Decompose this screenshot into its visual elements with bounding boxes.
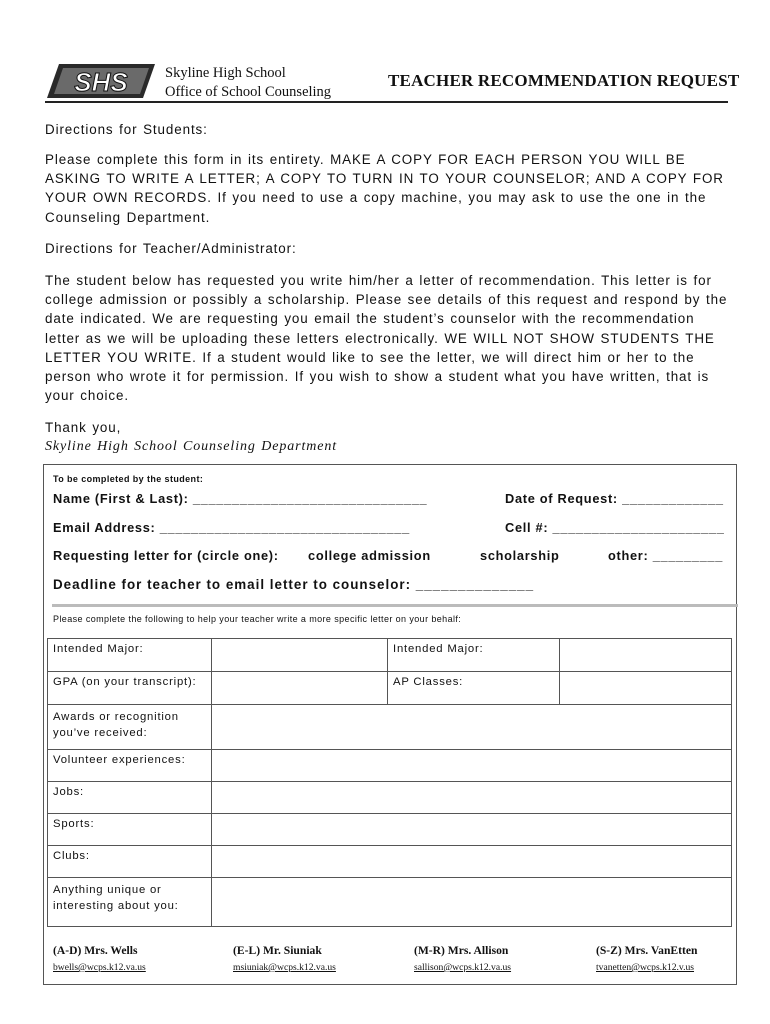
option-scholarship[interactable]: scholarship bbox=[480, 548, 560, 563]
ap-classes-label: AP Classes: bbox=[388, 672, 560, 705]
table-row bbox=[48, 639, 732, 672]
students-directions-heading: Directions for Students: bbox=[45, 122, 208, 137]
name-field[interactable]: Name (First & Last): ______________________________ bbox=[53, 491, 428, 506]
student-details-table bbox=[47, 638, 732, 927]
cell-field[interactable]: Cell #: ______________________ bbox=[505, 520, 725, 535]
jobs-input[interactable] bbox=[212, 782, 732, 814]
option-other[interactable]: other: _________ bbox=[608, 548, 724, 563]
jobs-label: Jobs: bbox=[48, 782, 212, 814]
school-logo bbox=[45, 62, 157, 100]
table-row bbox=[48, 846, 732, 878]
counselor-siuniak-name: (E-L) Mr. Siuniak bbox=[233, 944, 322, 957]
teacher-directions-heading: Directions for Teacher/Administrator: bbox=[45, 241, 297, 256]
volunteer-input[interactable] bbox=[212, 750, 732, 782]
volunteer-label: Volunteer experiences: bbox=[48, 750, 212, 782]
school-name: Skyline High School bbox=[165, 65, 286, 81]
unique-label: Anything unique or interesting about you: bbox=[48, 878, 212, 927]
table-row bbox=[48, 814, 732, 846]
table-row bbox=[48, 750, 732, 782]
counselor-siuniak-email-link[interactable]: msiuniak@wcps.k12.va.us bbox=[233, 962, 336, 973]
students-directions-body: Please complete this form in its entirety. MAKE A COPY FOR EACH PERSON YOU WILL BE ASKING TO WRITE A LETTER; A COPY TO TURN IN TO YOUR COUNSELOR; AND A COPY FOR YOUR OWN RECORDS. If you need to use a copy machine, you may ask to use the one in the Counseling Department. bbox=[45, 152, 724, 225]
closing-department: Skyline High School Counseling Department bbox=[45, 439, 338, 454]
counselor-wells-email-link[interactable]: bwells@wcps.k12.va.us bbox=[53, 962, 146, 973]
title-divider bbox=[45, 101, 728, 103]
school-heading bbox=[165, 64, 331, 102]
deadline-field[interactable]: Deadline for teacher to email letter to counselor: ______________ bbox=[53, 577, 535, 592]
sports-input[interactable] bbox=[212, 814, 732, 846]
table-row bbox=[48, 878, 732, 927]
date-of-request-field[interactable]: Date of Request: _____________ bbox=[505, 491, 724, 506]
option-college-admission[interactable]: college admission bbox=[308, 548, 431, 563]
table-row bbox=[48, 782, 732, 814]
intended-major-input[interactable] bbox=[212, 639, 388, 672]
unique-input[interactable] bbox=[212, 878, 732, 927]
gpa-input[interactable] bbox=[212, 672, 388, 705]
intended-major-2-input[interactable] bbox=[560, 639, 732, 672]
form-separator bbox=[52, 604, 738, 607]
helper-text: Please complete the following to help your teacher write a more specific letter on your behalf: bbox=[53, 614, 462, 624]
email-address-field[interactable]: Email Address: ________________________________ bbox=[53, 520, 410, 535]
counselor-allison-name: (M-R) Mrs. Allison bbox=[414, 944, 509, 957]
intended-major-2-label: Intended Major: bbox=[388, 639, 560, 672]
clubs-input[interactable] bbox=[212, 846, 732, 878]
counselor-wells-name: (A-D) Mrs. Wells bbox=[53, 944, 138, 957]
gpa-label: GPA (on your transcript): bbox=[48, 672, 212, 705]
ap-classes-input[interactable] bbox=[560, 672, 732, 705]
teacher-directions-body: The student below has requested you write him/her a letter of recommendation. This letter is for college admission or possibly a scholarship. Please see details of this request and respond by the date indicated. We are requesting you email the student’s counselor with the recommendation letter as we will be uploading these letters electronically. WE WILL NOT SHOW STUDENTS THE LETTER YOU WRITE. If a student would like to see the letter, we will direct him or her to the person who wrote it for permission. If you wish to show a student what you have written, that is your choice. bbox=[45, 273, 728, 404]
table-row bbox=[48, 705, 732, 750]
logo-text: SHS bbox=[74, 67, 128, 97]
awards-label: Awards or recognition you’ve received: bbox=[48, 705, 212, 750]
table-row bbox=[48, 672, 732, 705]
awards-input[interactable] bbox=[212, 705, 732, 750]
requesting-letter-label: Requesting letter for (circle one): bbox=[53, 548, 279, 563]
closing-thanks: Thank you, bbox=[45, 420, 122, 435]
office-name: Office of School Counseling bbox=[165, 84, 332, 100]
page-title: TEACHER RECOMMENDATION REQUEST bbox=[388, 71, 740, 90]
counselor-vanetten-email-link[interactable]: tvanetten@wcps.k12.v.us bbox=[596, 962, 695, 973]
clubs-label: Clubs: bbox=[48, 846, 212, 878]
intended-major-label: Intended Major: bbox=[48, 639, 212, 672]
counselor-vanetten-name: (S-Z) Mrs. VanEtten bbox=[596, 944, 698, 957]
completed-by-label: To be completed by the student: bbox=[53, 474, 204, 484]
sports-label: Sports: bbox=[48, 814, 212, 846]
counselor-allison-email-link[interactable]: sallison@wcps.k12.va.us bbox=[414, 962, 512, 973]
